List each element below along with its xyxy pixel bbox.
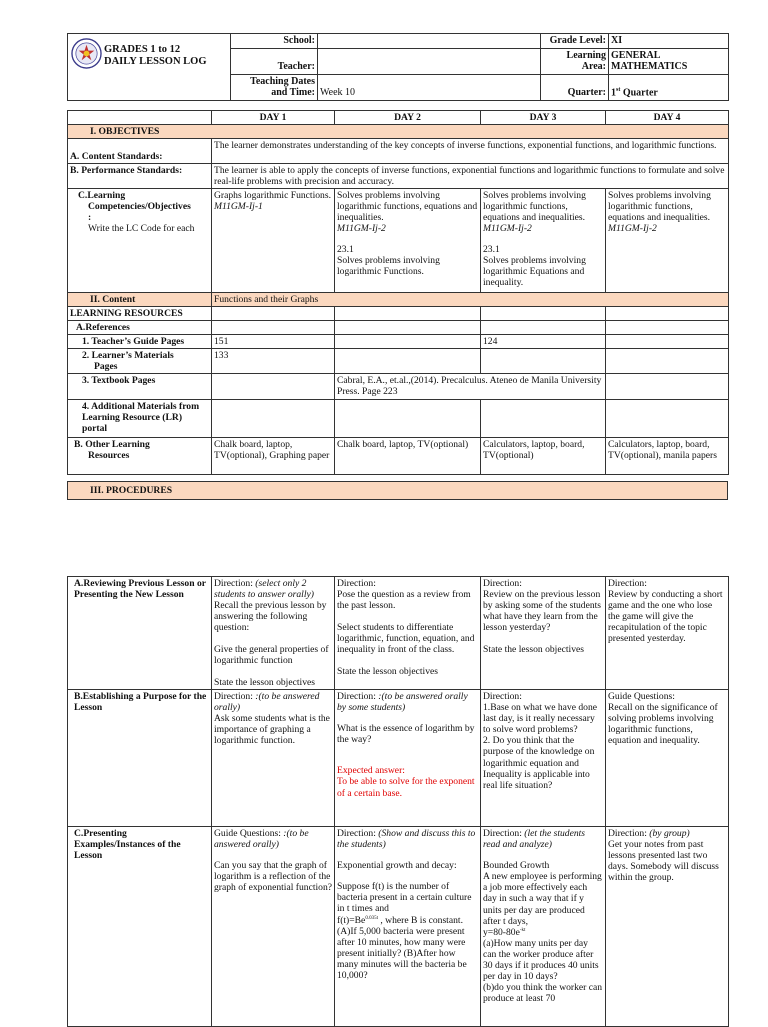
teachers-guide-label: 1. Teacher’s Guide Pages [68,335,212,349]
learners-materials-day-1: 133 [212,349,335,374]
presenting-day-4: Direction: (by group) Get your notes from past lessons presented last two days. Somebody will discuss within the group. [606,827,729,1027]
grade-label: Grade Level: [541,34,609,49]
competency-day-4: Solves problems involving logarithmic functions, equations and inequalities. M11GM-Ij-2 [606,189,729,293]
title-line-2: DAILY LESSON LOG [104,55,207,67]
other-resources-day-4: Calculators, laptop, board, TV(optional), manila papers [606,438,729,475]
grade-value[interactable]: XI [609,34,729,49]
content-heading: II. Content [68,293,212,307]
objectives-heading: I. OBJECTIVES [68,125,729,139]
procedures-table [67,576,729,1027]
area-label: Learning Area: [541,48,609,74]
purpose-day-1: Direction: :(to be answered orally) Ask some students what is the importance of graphing a logarithmic function. [212,690,335,827]
purpose-day-4: Guide Questions: Recall on the significance of solving problems involving logarithmic functions, equation and inequality. [606,690,729,827]
dates-value[interactable]: Week 10 [318,74,541,100]
textbook-label: 3. Textbook Pages [68,374,212,400]
purpose-day-2: Direction: :(to be answered orally by some students) What is the essence of logarithm by the way? Expected answer: To be able to solve for the exponent of a certain base. [335,690,481,827]
learners-materials-label: 2. Learner’s Materials Pages [68,349,212,374]
textbook-day-2: Cabral, E.A., et.al.,(2014). Precalculus. Ateneo de Manila University Press. Page 223 [335,374,606,400]
teachers-guide-day-1: 151 [212,335,335,349]
other-resources-day-1: Chalk board, laptop, TV(optional), Graphing paper [212,438,335,475]
reviewing-day-4: Direction: Review by conducting a short game and the one who lose the game will give the recapitulation of the topic presented yesterday. [606,577,729,690]
presenting-label: C.Presenting Examples/Instances of the Lesson [68,827,212,1027]
reviewing-day-2: Direction: Pose the question as a review from the past lesson. Select students to differentiate logarithmic, function, equation, and inequality in front of the class. State the lesson objectives [335,577,481,690]
lesson-table [67,110,729,475]
reviewing-label: A.Reviewing Previous Lesson or Presenting the New Lesson [68,577,212,690]
quarter-value[interactable]: 1st Quarter [609,74,729,100]
day-3-header: DAY 3 [481,111,606,125]
teachers-guide-day-3: 124 [481,335,606,349]
procedures-heading-table [67,481,728,500]
presenting-day-2: Direction: (Show and discuss this to the students) Exponential growth and decay: Suppose f(t) is the number of bacteria present in a certain culture in t times and $f(t)=Be^{0.035t}$ , where B is constant. (A)If 5,000 bacteria were present after 10 minutes, how many were present initially? (B)After how many minutes will the bacteria be 10,000? [335,827,481,1027]
purpose-day-3: Direction: 1.Base on what we have done last day, is it really necessary to solve word problems? 2. Do you think that the purpose of the knowledge on logarithmic equation and Inequality is applicable into real life situation? [481,690,606,827]
day-4-header: DAY 4 [606,111,729,125]
content-standards-label: A. Content Standards: [68,139,212,164]
performance-standards-label: B. Performance Standards: [68,164,212,189]
quarter-label: Quarter: [541,74,609,100]
reviewing-day-3: Direction: Review on the previous lesson by asking some of the students what have they learn from the lesson yesterday? State the lesson objectives [481,577,606,690]
teacher-value[interactable] [318,48,541,74]
presenting-day-1: Guide Questions: :(to be answered orally) Can you say that the graph of logarithm is a reflection of the graph of exponential function? [212,827,335,1027]
day-1-header: DAY 1 [212,111,335,125]
presenting-day-3: Direction: (let the students read and analyze) Bounded Growth A new employee is performing a job more effectively each day in such a way that if y units per day are produced after t days, $y=80-80e^{-kt}$ (a)How many units per day can the worker produce after 30 days if it produces 40 units per day in 10 days? (b)do you think the worker can produce at least 70 [481,827,606,1027]
competency-day-3: Solves problems involving logarithmic functions, equations and inequalities. M11GM-Ij-2 23.1 Solves problems involving logarithmic Equations and inequality. [481,189,606,293]
references-label: A.References [68,321,212,335]
reviewing-day-1: Direction: (select only 2 students to answer orally) Recall the previous lesson by answering the following question: Give the general properties of logarithmic function State the lesson objectives [212,577,335,690]
resources-heading: LEARNING RESOURCES [68,307,212,321]
content-text: Functions and their Graphs [212,293,729,307]
procedures-heading: III. PROCEDURES [68,482,728,500]
teacher-label: Teacher: [231,48,318,74]
area-value[interactable]: GENERAL MATHEMATICS [609,48,729,74]
competencies-label: C.Learning Competencies/Objectives : Write the LC Code for each [68,189,212,293]
other-resources-day-2: Chalk board, laptop, TV(optional) [335,438,481,475]
other-resources-day-3: Calculators, laptop, board, TV(optional) [481,438,606,475]
title-line-1: GRADES 1 to 12 [104,44,181,55]
school-label: School: [231,34,318,49]
school-value[interactable] [318,34,541,49]
additional-materials-label: 4. Additional Materials from Learning Resource (LR) portal [68,400,212,438]
competency-day-1: Graphs logarithmic Functions. M11GM-Ij-1 [212,189,335,293]
other-resources-label: B. Other Learning Resources [68,438,212,475]
dates-label: Teaching Dates and Time: [231,74,318,100]
content-standards-text: The learner demonstrates understanding of the key concepts of inverse functions, exponential functions, and logarithmic functions. [212,139,729,164]
day-2-header: DAY 2 [335,111,481,125]
purpose-label: B.Establishing a Purpose for the Lesson [68,690,212,827]
performance-standards-text: The learner is able to apply the concepts of inverse functions, exponential functions and logarithmic functions to formulate and solve real-life problems with precision and accuracy. [212,164,729,189]
competency-day-2: Solves problems involving logarithmic functions, equations and inequalities. M11GM-Ij-2 23.1 Solves problems involving logarithmic Functions. [335,189,481,293]
header-table [67,33,729,101]
